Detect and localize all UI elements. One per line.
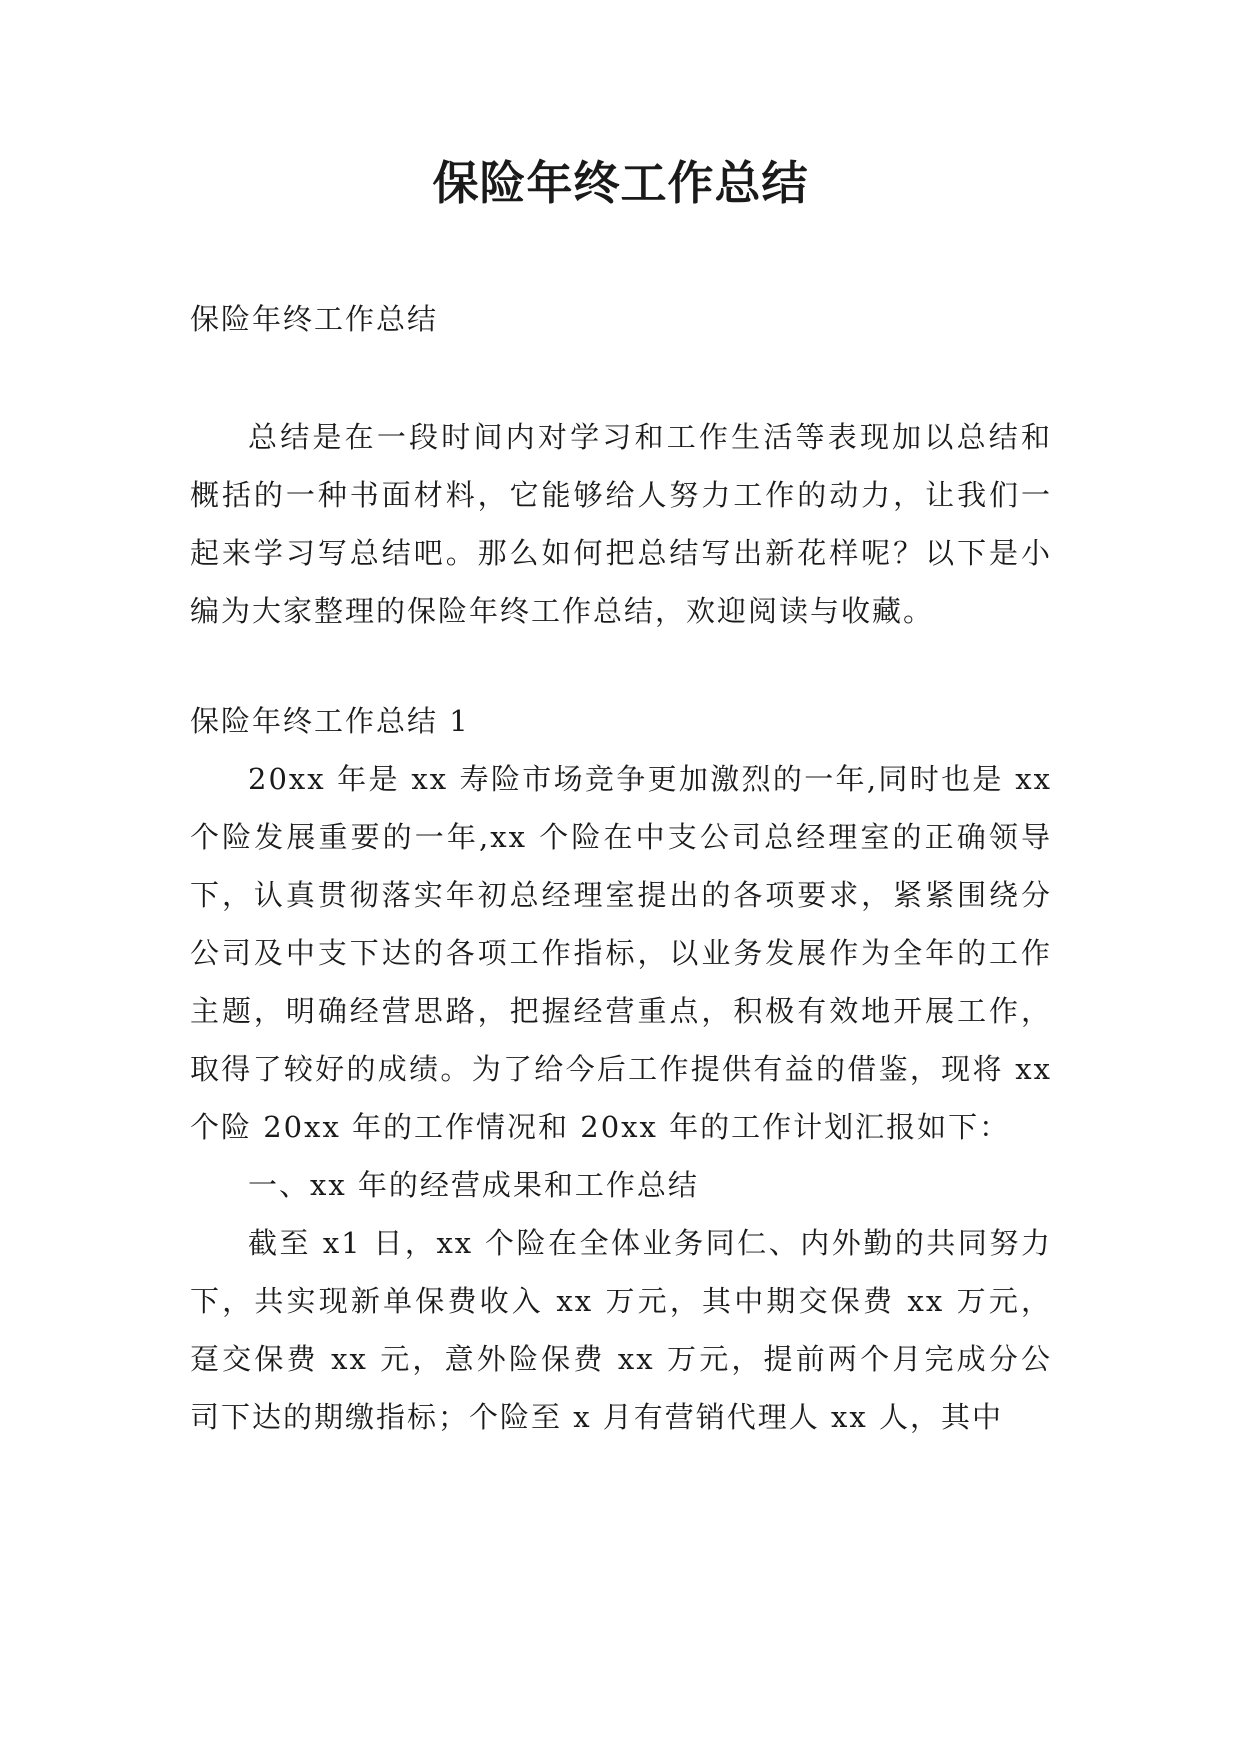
section-heading: 一、xx 年的经营成果和工作总结 — [248, 1168, 699, 1202]
document-body — [190, 290, 1052, 1446]
spacer — [190, 640, 1052, 692]
body-paragraph: 截至 x1 日，xx 个险在全体业务同仁、内外勤的共同努力下，共实现新单保费收入 xx 万元，其中期交保费 xx 万元，趸交保费 xx 元，意外险保费 xx 万元，提前两个月完成分公司下达的期缴指标；个险至 x 月有营销代理人 xx 人，其中 — [190, 1226, 1052, 1434]
section-title: 保险年终工作总结 1 — [190, 704, 470, 738]
document-title: 保险年终工作总结 — [432, 156, 809, 210]
body-paragraph: 20xx 年是 xx 寿险市场竞争更加激烈的一年,同时也是 xx 个险发展重要的一年,xx 个险在中支公司总经理室的正确领导下，认真贯彻落实年初总经理室提出的各项要求，紧紧围绕分公司及中支下达的各项工作指标，以业务发展作为全年的工作主题，明确经营思路，把握经营重点，积极有效地开展工作，取得了较好的成绩。为了给今后工作提供有益的借鉴，现将 xx 个险 20xx 年的工作情况和 20xx 年的工作计划汇报如下： — [190, 762, 1052, 1144]
intro-paragraph: 总结是在一段时间内对学习和工作生活等表现加以总结和概括的一种书面材料，它能够给人努力工作的动力，让我们一起来学习写总结吧。那么如何把总结写出新花样呢？以下是小编为大家整理的保险年终工作总结，欢迎阅读与收藏。 — [190, 420, 1052, 628]
document-subtitle: 保险年终工作总结 — [190, 302, 439, 336]
spacer — [190, 348, 1052, 408]
